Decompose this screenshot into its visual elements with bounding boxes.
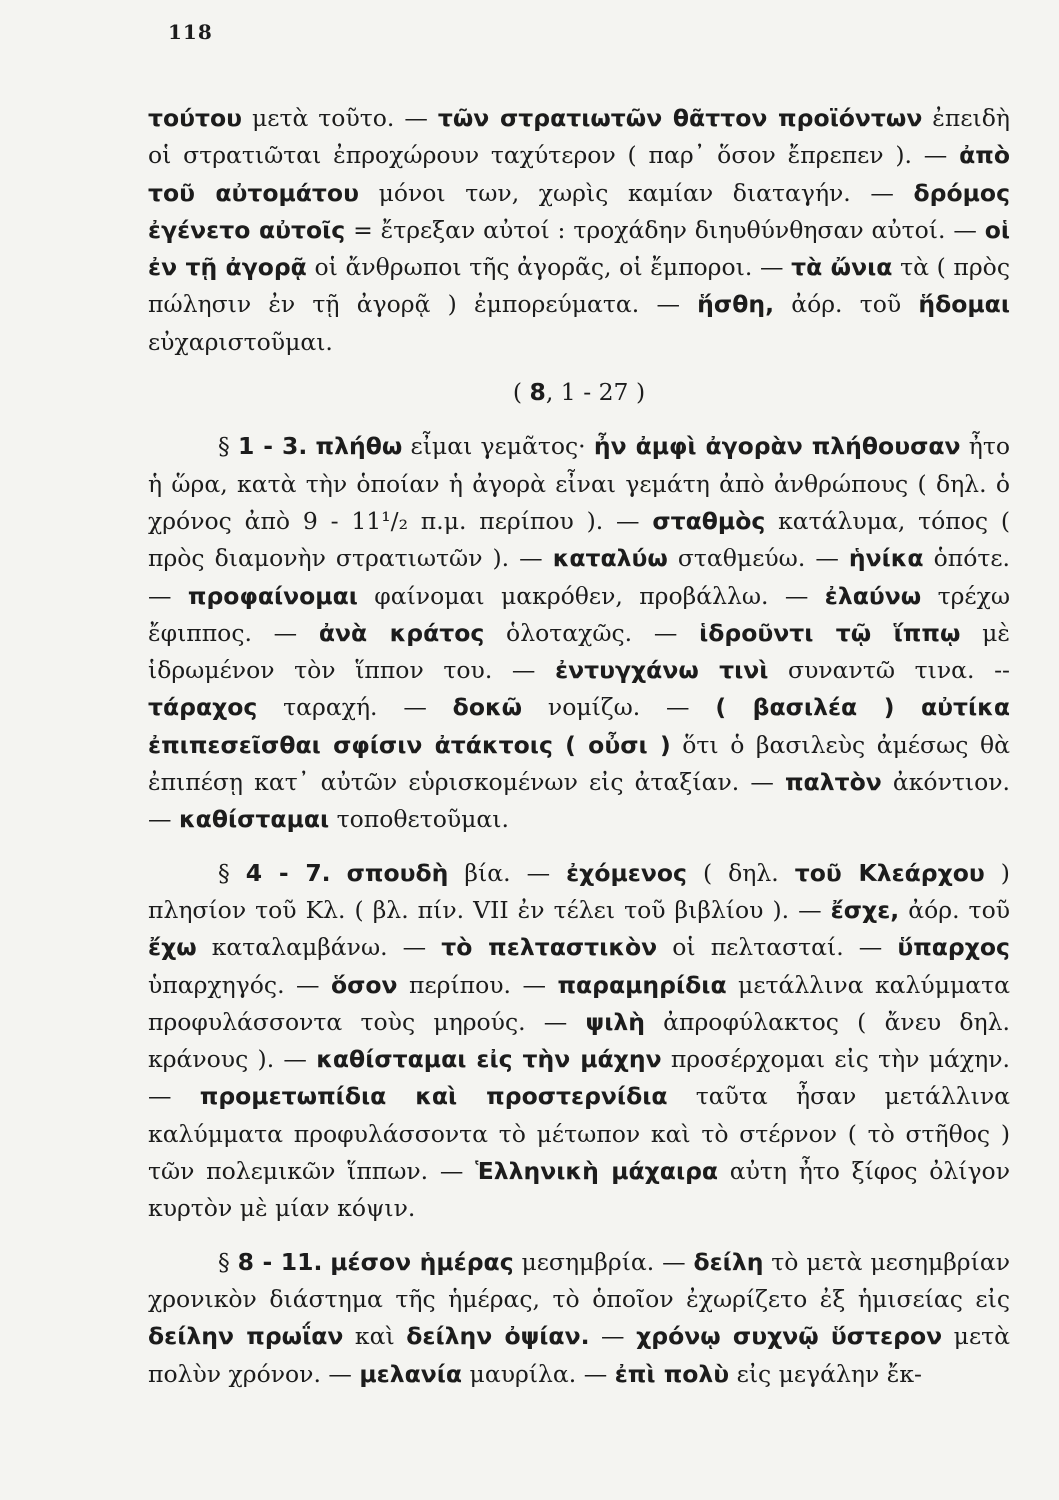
gloss-text: σταθμεύω. — <box>667 544 849 573</box>
paragraph <box>148 100 1010 361</box>
lemma-term: ἱδροῦντι τῷ ἵππῳ <box>699 618 961 647</box>
lemma-term: προμετωπίδια καὶ προστερνίδια <box>199 1082 668 1111</box>
lemma-term: δείλη <box>693 1247 764 1276</box>
lemma-term: χρόνῳ συχνῷ ὕστερον <box>636 1322 943 1351</box>
gloss-text: § <box>218 432 238 461</box>
gloss-text: τὸ μετὰ μεσημβρίαν χρονικὸν διάστημα τῆς ἡμέρας, τὸ ὁποῖον ἐχωρίζετο ἐξ ἡμισείας εἰς <box>148 1247 1010 1313</box>
gloss-text: προσέρχομαι εἰς τὴν μάχην. — <box>148 1045 1010 1111</box>
gloss-text: ) πλησίον τοῦ Κλ. ( βλ. πίν. VII ἐν τέλει τοῦ βιβλίου ). — <box>148 858 1010 924</box>
gloss-text: ἀόρ. τοῦ <box>899 895 1010 924</box>
lemma-term: μελανία <box>359 1359 463 1388</box>
gloss-text: περίπου. — <box>397 970 558 999</box>
gloss-text: αὐτη ἦτο ξίφος ὀλίγον κυρτὸν μὲ μίαν κόψιν. <box>148 1157 1010 1223</box>
lemma-term: καθίσταμαι <box>178 805 330 834</box>
lemma-term: 4 - 7. <box>245 858 331 887</box>
gloss-text: μετάλλινα καλύμματα προφυλάσσοντα τοὺς μηρούς. — <box>148 970 1010 1036</box>
gloss-text: § <box>218 1247 238 1276</box>
gloss-text: βία. — <box>448 858 567 887</box>
lemma-term: ἐχόμενος <box>566 858 687 887</box>
gloss-text: εἰς μεγάλην ἔκ- <box>729 1359 922 1388</box>
paragraph <box>148 855 1010 1228</box>
lemma-term: ( βασιλέα ) αὐτίκα ἐπιπεσεῖσθαι σφίσιν ἀτάκτοις ( οὖσι ) <box>148 693 1010 759</box>
gloss-text: νομίζω. — <box>522 693 716 722</box>
paragraph <box>148 428 1010 838</box>
lemma-term: προφαίνομαι <box>187 581 358 610</box>
lemma-term: πλήθω <box>315 432 403 461</box>
lemma-term: 8 - 11. <box>237 1247 323 1276</box>
lemma-term: ἔσχε, <box>830 895 900 924</box>
gloss-text: ταραχή. — <box>257 693 453 722</box>
gloss-text: μετὰ πολὺν χρόνον. — <box>148 1322 1010 1388</box>
lemma-term: τοῦ Κλεάρχου <box>794 858 985 887</box>
lemma-term: τῶν στρατιωτῶν θᾶττον προϊόντων <box>437 104 923 132</box>
gloss-text: μεσημβρία. — <box>513 1247 694 1276</box>
section-header <box>148 374 1010 411</box>
gloss-text: καὶ <box>343 1322 407 1351</box>
lemma-term: παραμηρίδια <box>557 970 727 999</box>
gloss-text: ἀπροφύλακτος ( ἄνευ δηλ. κράνους ). — <box>148 1007 1010 1074</box>
gloss-text: μὲ ἱδρωμένον τὸν ἵππον του. — <box>148 618 1011 685</box>
lemma-term: μέσον ἡμέρας <box>330 1247 514 1276</box>
lemma-term: καθίσταμαι εἰς τὴν μάχην <box>316 1045 662 1074</box>
paragraph <box>148 1244 1010 1393</box>
lemma-term: Ἑλληνικὴ μάχαιρα <box>475 1157 719 1186</box>
lemma-term: παλτὸν <box>784 768 882 797</box>
lemma-term: δοκῶ <box>452 693 523 722</box>
lemma-term: 8 <box>529 378 546 407</box>
gloss-text: ἦτο ἡ ὥρα, κατὰ τὴν ὁποίαν ἡ ἀγορὰ εἶναι γεμάτη ἀπὸ ἀνθρώπους ( δηλ. ὁ χρόνος ἀπὸ 9 - 11¹/₂ π.μ. περίπου ). — <box>148 432 1010 535</box>
lemma-term: καταλύω <box>552 544 668 573</box>
lemma-term: 1 - 3. <box>238 432 308 461</box>
gloss-text: εὐχαριστοῦμαι. <box>148 327 333 356</box>
lemma-term: οἱ ἐν τῇ ἀγορᾷ <box>148 215 1010 282</box>
gloss-text: οἱ ἄνθρωποι τῆς ἀγορᾶς, οἱ ἔμποροι. — <box>306 253 792 282</box>
gloss-text: ὅτι ὁ βασιλεὺς ἀμέσως θὰ ἐπιπέσῃ κατ᾽ αὐτῶν εὑρισκομένων εἰς ἀταξίαν. — <box>148 730 1010 797</box>
gloss-text: ( δηλ. <box>686 858 795 887</box>
gloss-text: = ἔτρεξαν αὐτοί : τροχάδην διηυθύνθησαν αὐτοί. — <box>345 215 985 244</box>
gloss-text: τοποθετοῦμαι. <box>329 805 509 834</box>
gloss-text: τὰ ( πρὸς πώλησιν ἐν τῇ ἀγορᾷ ) ἐμπορεύματα. — <box>148 253 1010 319</box>
lemma-term: δείλην ὀψίαν. <box>406 1322 590 1351</box>
lemma-term: σπουδὴ <box>346 858 449 887</box>
lemma-term: ἐλαύνω <box>824 581 922 610</box>
gloss-text: μαυρίλα. — <box>462 1359 615 1388</box>
paragraph-gap <box>148 1228 1010 1244</box>
gloss-text: καταλαμβάνω. — <box>196 933 442 962</box>
gloss-text: ( <box>512 378 530 407</box>
gloss-text: ὁπότε. — <box>148 544 1010 610</box>
lemma-term: δείλην πρωΐαν <box>148 1322 344 1351</box>
paragraph-gap <box>148 839 1010 855</box>
lemma-term: τάραχος <box>148 693 258 722</box>
gloss-text: , 1 - 27 ) <box>545 378 646 407</box>
gloss-text: εἶμαι γεμᾶτος· <box>402 432 594 461</box>
gloss-text: μετὰ τοῦτο. — <box>242 104 438 132</box>
gloss-text <box>307 432 315 460</box>
lemma-term: ὕπαρχος <box>897 933 1010 962</box>
gloss-text: § <box>218 858 246 887</box>
lemma-term: ἦν ἀμφὶ ἀγορὰν πλήθουσαν <box>593 432 961 461</box>
gloss-text: οἱ πελτασταί. — <box>657 933 898 962</box>
lemma-term: ἡνίκα <box>848 544 924 573</box>
gloss-text: ὑπαρχηγός. — <box>148 970 331 999</box>
gloss-text: ἐπειδὴ οἱ στρατιῶται ἐπροχώρουν ταχύτερον ( παρ᾽ ὅσον ἔπρεπεν ). — <box>148 104 1010 170</box>
gloss-text: — <box>589 1322 637 1351</box>
gloss-text: κατάλυμα, τόπος ( πρὸς διαμονὴν στρατιωτῶν ). — <box>148 506 1011 573</box>
lemma-term: τὰ ὤνια <box>791 253 893 282</box>
lemma-term: ἀνὰ κράτος <box>318 618 485 647</box>
lemma-term: τὸ πελταστικὸν <box>441 933 658 962</box>
gloss-text: φαίνομαι μακρόθεν, προβάλλω. — <box>357 581 825 610</box>
lemma-term: ἔχω <box>148 933 197 962</box>
lemma-term: σταθμὸς <box>652 506 766 535</box>
lemma-term: ἐπὶ πολὺ <box>614 1359 730 1388</box>
gloss-text: ταῦτα ἦσαν μετάλλινα καλύμματα προφυλάσσοντα τὸ μέτωπον καὶ τὸ στέρνον ( τὸ στῆθος ) τῶν πολεμικῶν ἵππων. — <box>148 1082 1010 1186</box>
gloss-text: ἀόρ. τοῦ <box>774 290 919 319</box>
lemma-term: δρόμος ἐγένετο αὐτοῖς <box>148 178 1010 244</box>
gloss-text: ἀκόντιον. — <box>148 768 1010 834</box>
gloss-text <box>331 859 347 887</box>
gloss-text: συναντῶ τινα. -- <box>768 656 1010 685</box>
lemma-term: τούτου <box>148 104 243 132</box>
lemma-term: ψιλὴ <box>585 1007 645 1036</box>
lemma-term: ὅσον <box>330 970 398 999</box>
page-number: 118 <box>168 20 213 44</box>
lemma-term: ἐντυγχάνω τινὶ <box>555 656 769 685</box>
gloss-text: τρέχω ἔφιππος. — <box>148 581 1010 647</box>
lemma-term: ἥσθη, <box>697 290 775 319</box>
lemma-term: ἥδομαι <box>918 290 1010 319</box>
gloss-text: μόνοι των, χωρὶς καμίαν διαταγήν. — <box>358 178 914 207</box>
lemma-term: ἀπὸ τοῦ αὐτομάτου <box>148 141 1010 207</box>
gloss-text: ὁλοταχῶς. — <box>484 618 700 647</box>
text-body <box>148 100 1010 1393</box>
